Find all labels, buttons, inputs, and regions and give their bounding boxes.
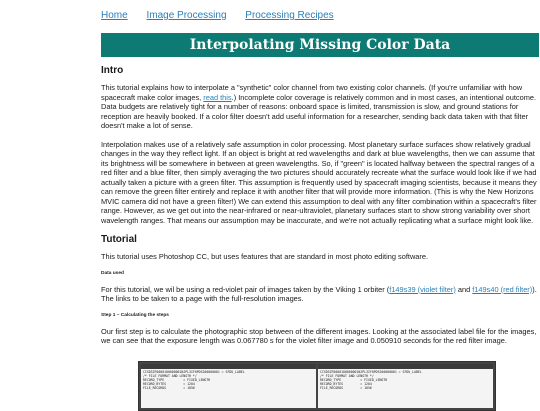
tutorial-paragraph-2 bbox=[101, 285, 539, 304]
nav-image-processing-link[interactable]: Image Processing bbox=[146, 10, 227, 21]
intro-paragraph-2: Interpolation makes use of a relatively safe assumption in color processing. Most planetary surface surfaces show relatively gradual changes in the way they reflect light. If an object is bright at red wavelengths and dark at blue wavelengths, then we can assume that its brightness will be somewhere in between at green wavelengths. So, if "green" is located halfway between the spectral ranges of a red filter and a blue filter, then simply averaging the two pictures should accurately recreate what the surface would look like if we had actually taken a picture with a green filter. This assumption is frequently used by spacecraft imaging scientists, because it means they can remove the green filter entirely and replace it with another filter that will provide more information. (This is why the New Horizons MVIC camera did not have a green filter!) We can extend this assumption to deal with any filter combination within a spacecraft's filter range. However, as we get out into the near-infrared or near-ultraviolet, planetary surfaces start to show strong variability over short wavelength ranges. That means our assumption may be inaccurate, and we're not actually replicating what a surface might look like. bbox=[101, 139, 537, 225]
tutorial-paragraph-3: Our first step is to calculate the photographic stop between of the different images. Looking at the associated label file for the images, we can see that the exposure length was 0.067780 s for the violet filter image and 0.050910 seconds for the red filter image. bbox=[101, 326, 537, 345]
tutorial-p2-text-c: ). The links to be taken to a page with the full-resolution images. bbox=[101, 284, 537, 303]
label-files-screenshot bbox=[138, 361, 496, 411]
left-label-text: CCSD3ZF0000100000001NJPL3IF0PDS200000001 = SFDU_LABEL /* FILE FORMAT AND LENGTH */ RECORD_TYPE = FIXED_LENGTH RECORD_BYTES = 1204 FILE_RECORDS = 1056 bbox=[143, 370, 245, 390]
page-content bbox=[101, 0, 539, 390]
right-label-window bbox=[318, 364, 493, 408]
intro-p1-text-a: This tutorial explains how to interpolate a "synthetic" color channel from two existing color channels. (If you're unfamiliar with how spacecraft make color images, bbox=[101, 83, 523, 102]
nav-home-link[interactable]: Home bbox=[101, 10, 128, 21]
page-title: Interpolating Missing Color Data bbox=[189, 37, 451, 53]
top-nav bbox=[101, 0, 539, 29]
tutorial-p2-text-a: For this tutorial, we wil be using a red-violet pair of images taken by the Viking 1 orbiter ( bbox=[101, 284, 390, 294]
violet-filter-link[interactable]: f149s39 (violet filter) bbox=[389, 284, 456, 294]
nav-processing-recipes-link[interactable]: Processing Recipes bbox=[245, 10, 334, 21]
step-1-label: Step 1 – Calculating the steps bbox=[101, 312, 169, 318]
tutorial-p2-text-b: and bbox=[455, 284, 473, 294]
read-this-link[interactable]: read this bbox=[203, 92, 232, 102]
intro-p1-text-b: .) Incomplete color coverage is relatively common and in most cases, an intentional outcome. Data budgets are relatively tight for a number of reasons: onboard space is limited, transmission is slow, and ground stations for reception are heavily booked. If a color filter doesn't add useful information for a researcher, sending back data taken with that filter doesn't make a lot of sense. bbox=[101, 92, 537, 130]
left-label-window bbox=[141, 364, 316, 408]
intro-heading: Intro bbox=[101, 65, 124, 76]
tutorial-heading: Tutorial bbox=[101, 234, 137, 245]
red-filter-link[interactable]: f149s40 (red filter) bbox=[472, 284, 533, 294]
page-title-banner bbox=[101, 33, 539, 57]
intro-paragraph-1 bbox=[101, 83, 539, 131]
data-used-label: Data used bbox=[101, 270, 124, 276]
right-label-text: CCSD3ZF0000100000001NJPL3IF0PDS200000001 = SFDU_LABEL /* FILE FORMAT AND LENGTH */ RECORD_TYPE = FIXED_LENGTH RECORD_BYTES = 1204 FILE_RECORDS = 1056 bbox=[320, 370, 422, 390]
tutorial-paragraph-1: This tutorial uses Photoshop CC, but uses features that are standard in most photo editing software. bbox=[101, 252, 429, 261]
